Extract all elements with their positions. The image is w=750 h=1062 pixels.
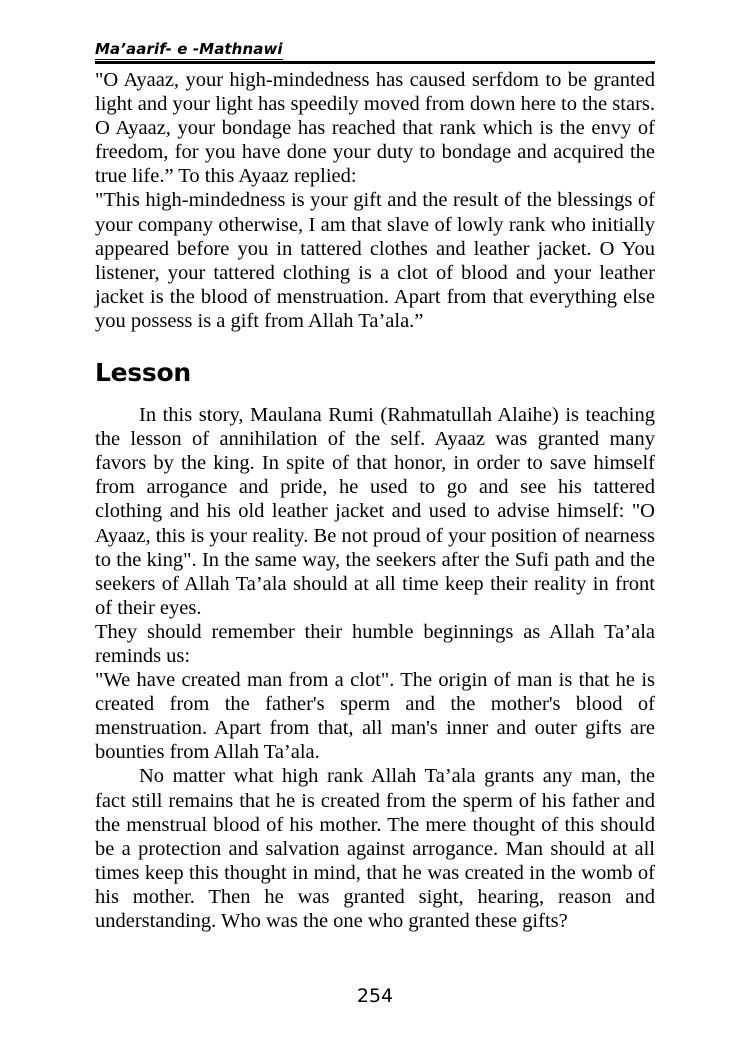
paragraph-ayaaz-reply: "This high-mindedness is your gift and the result of the blessings of your company otherwise, I am that slave of lowly rank who initially appeared before you in tattered clothes and leather jacket. O You listener, your tattered clothing is a clot of blood and your leather jacket is the blood of menstruation. Apart from that everything else you possess is a gift from Allah Ta’ala.”	[95, 189, 655, 332]
paragraph-humble-beginnings: They should remember their humble beginnings as Allah Ta’ala reminds us:	[95, 620, 655, 667]
page-body	[95, 68, 655, 933]
paragraph-no-matter-high-rank: No matter what high rank Allah Ta’ala grants any man, the fact still remains that he is created from the sperm of his father and the menstrual blood of his mother. The mere thought of this should be a protection and salvation against arrogance. Man should at all times keep this thought in mind, that he was created in the womb of his mother. Then he was granted sight, hearing, reason and understanding. Who was the one who granted these gifts?	[95, 765, 655, 932]
section-heading-lesson: Lesson	[95, 358, 191, 388]
header-divider	[95, 61, 655, 64]
paragraph-created-from-clot: "We have created man from a clot". The origin of man is that he is created from the father's sperm and the mother's blood of menstruation. Apart from that, all man's inner and outer gifts are bounties from Allah Ta’ala.	[95, 669, 655, 764]
paragraph-lesson-intro: In this story, Maulana Rumi (Rahmatullah Alaihe) is teaching the lesson of annihilation of the self. Ayaaz was granted many favors by the king. In spite of that honor, in order to save himself from arrogance and pride, he used to go and see his tattered clothing and his old leather jacket and used to advise himself: "O Ayaaz, this is your reality. Be not proud of your position of nearness to the king". In the same way, the seekers after the Sufi path and the seekers of Allah Ta’ala should at all time keep their reality in front of their eyes.	[95, 404, 655, 619]
running-header	[95, 40, 655, 64]
page-number: 254	[356, 985, 394, 1007]
book-title: Ma’aarif- e -Mathnawi	[95, 40, 283, 58]
paragraph-ayaaz-quote: "O Ayaaz, your high-mindedness has caused serfdom to be granted light and your light has speedily moved from down here to the stars. O Ayaaz, your bondage has reached that rank which is the envy of freedom, for you have done your duty to bondage and acquired the true life.” To this Ayaaz replied:	[95, 69, 655, 188]
